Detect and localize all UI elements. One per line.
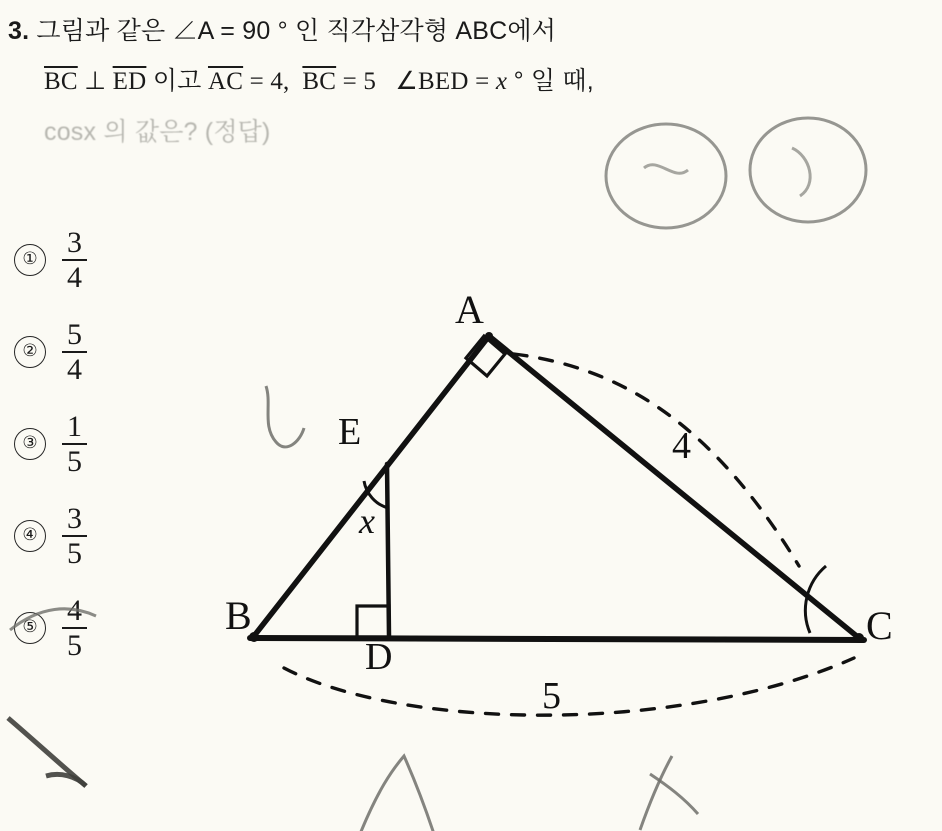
choice-fraction [62,319,87,386]
segment-bc-1: $\overline{BC}$ [44,68,78,95]
label-vertex-b: B [225,593,252,638]
segment-ac: $\overline{AC}$ [207,68,244,95]
angle-bed-label: ∠BED = [395,68,490,95]
triangle-diagram [214,276,928,776]
measure-arc-ac [514,354,799,566]
fraction-numerator: 1 [67,409,82,443]
fraction-denominator: 5 [62,535,87,570]
label-vertex-c: C [866,603,893,648]
pencil-mark-left [644,165,688,173]
fraction-denominator: 5 [62,627,87,662]
answer-choice-4[interactable] [14,490,224,582]
fraction-numerator: 4 [67,593,82,627]
vertex-dot-a [485,332,493,340]
label-vertex-a: A [455,287,484,332]
segment-bc-value: = 5 [342,68,377,95]
perpendicular-symbol: ⊥ [84,68,107,95]
choice-marker: ④ [14,520,46,552]
segment-ba [254,336,489,636]
pencil-cross [650,774,698,814]
segment-ed: $\overline{ED}$ [112,68,147,95]
pencil-stroke-hook [46,774,86,786]
fraction-numerator: 3 [67,225,82,259]
choice-fraction [62,411,87,478]
choice-fraction [62,595,87,662]
question-line1-math: ∠A = 90 ° 인 [172,17,320,45]
segment-bc-2: $\overline{BC}$ [302,68,337,95]
answer-choice-1[interactable] [14,214,224,306]
choice-marker: ⑤ [14,612,46,644]
right-angle-marker-d [357,606,389,637]
fraction-denominator: 5 [62,443,87,478]
label-side-bc: 5 [542,675,561,717]
question-number: 3. [8,17,30,45]
question-line-3: cosx 의 값은? (정답) [44,118,271,146]
answer-choice-5[interactable] [14,582,224,674]
answer-choice-list [14,214,224,674]
label-vertex-d: D [365,636,393,678]
vertex-dot-c [854,633,864,643]
angle-bed-variable: x [495,68,508,95]
question-line2-mid: 이고 [152,67,202,95]
question-line-2 [44,56,928,107]
choice-marker: ① [14,244,46,276]
fraction-denominator: 4 [62,259,87,294]
choice-marker: ③ [14,428,46,460]
segment-ac-value: = 4, [249,68,290,95]
question-line1-post: 직각삼각형 ABC에서 [326,17,557,45]
label-side-ac: 4 [672,425,691,467]
choice-marker: ② [14,336,46,368]
question-stem [8,6,928,157]
fraction-numerator: 5 [67,317,82,351]
fraction-denominator: 4 [62,351,87,386]
question-line-1 [8,6,928,56]
pencil-stroke-diagonal [8,718,86,786]
label-angle-x: x [359,501,375,541]
question-line1-pre: 그림과 같은 [36,17,166,45]
fraction-numerator: 3 [67,501,82,535]
question-line2-deg: ° 일 때, [513,67,594,95]
segment-ac-line [489,336,859,638]
label-vertex-e: E [338,411,362,453]
answer-choice-2[interactable] [14,306,224,398]
answer-choice-3[interactable] [14,398,224,490]
choice-fraction [62,227,87,294]
segment-bc-line [250,638,864,640]
choice-fraction [62,503,87,570]
